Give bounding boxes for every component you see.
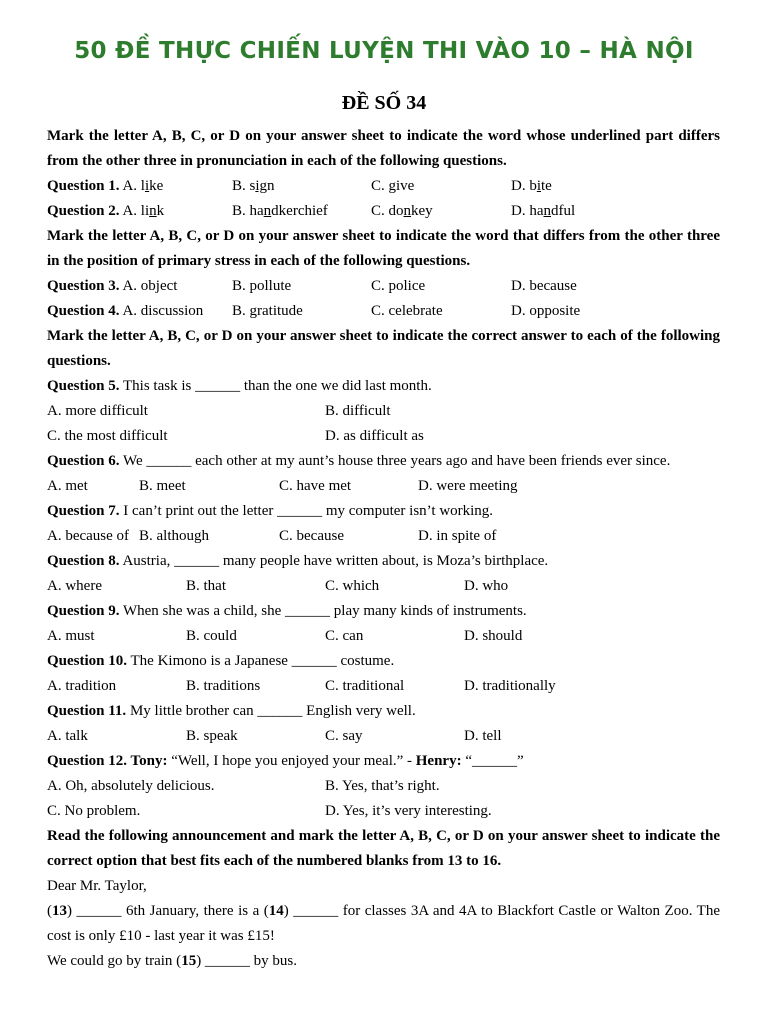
option-b: B. handkerchief: [232, 203, 328, 219]
option-b: B. gratitude: [232, 303, 303, 319]
letter-paragraph-2: We could go by train (15) ______ by bus.: [47, 953, 298, 969]
question-12-options-ab: [47, 774, 720, 799]
option-c: C. donkey: [371, 203, 433, 219]
question-10: Question 10. The Kimono is a Japanese ______ costume.: [47, 653, 395, 669]
option-b: B. Yes, that’s right.: [325, 778, 440, 794]
question-5: Question 5. This task is ______ than the one we did last month.: [47, 378, 432, 394]
question-9-options: [47, 624, 720, 649]
option-a: A. Oh, absolutely delicious.: [47, 778, 215, 794]
option-c: C. because: [279, 528, 344, 544]
question-5-options-ab: [47, 399, 720, 424]
option-d: D. should: [464, 628, 523, 644]
option-c: C. traditional: [325, 678, 405, 694]
option-d: D. handful: [511, 203, 576, 219]
option-c: C. police: [371, 278, 426, 294]
option-a: A. more difficult: [47, 403, 148, 419]
letter-paragraph-1: (13) ______ 6th January, there is a (14) ______ for classes 3A and 4A to Blackfort Castle or Walton Zoo. The cost is only £10 - last year it was £15!: [47, 903, 720, 944]
option-d: D. bite: [511, 178, 552, 194]
question-label: Question 4.: [47, 303, 120, 319]
question-6-options: [47, 474, 720, 499]
section1-instruction: Mark the letter A, B, C, or D on your answer sheet to indicate the word whose underlined part differs from the other three in pronunciation in each of the following questions.: [47, 128, 720, 169]
question-label: Question 2.: [47, 203, 120, 219]
header-title: 50 ĐỀ THỰC CHIẾN LUYỆN THI VÀO 10 – HÀ NỘI: [74, 38, 694, 64]
option-b: B. pollute: [232, 278, 292, 294]
question-11: Question 11. My little brother can ______ English very well.: [47, 703, 416, 719]
option-d: D. as difficult as: [325, 428, 424, 444]
exam-title: ĐỀ SỐ 34: [341, 92, 427, 114]
question-10-options: [47, 674, 720, 699]
question-11-options: [47, 724, 720, 749]
option-a: A. where: [47, 578, 102, 594]
option-c: C. give: [371, 178, 415, 194]
question-1: Question 1. A. like B. sign C. give D. bite: [47, 174, 720, 199]
question-12-options-cd: [47, 799, 720, 824]
option-a: A. talk: [47, 728, 88, 744]
option-d: D. opposite: [511, 303, 581, 319]
exam-content: [47, 124, 720, 974]
option-d: D. in spite of: [418, 528, 497, 544]
option-b: B. sign: [232, 178, 275, 194]
option-c: C. have met: [279, 478, 352, 494]
option-d: D. were meeting: [418, 478, 518, 494]
option-b: B. although: [139, 528, 209, 544]
section2-instruction: Mark the letter A, B, C, or D on your answer sheet to indicate the word that differs from the other three in the position of primary stress in each of the following questions.: [47, 228, 720, 269]
section3-instruction: Mark the letter A, B, C, or D on your answer sheet to indicate the correct answer to each of the following questions.: [47, 328, 720, 369]
question-9: Question 9. When she was a child, she ______ play many kinds of instruments.: [47, 603, 527, 619]
option-b: B. speak: [186, 728, 238, 744]
question-2: Question 2. A. link B. handkerchief C. donkey D. handful: [47, 199, 720, 224]
question-5-options-cd: [47, 424, 720, 449]
option-c: C. the most difficult: [47, 428, 168, 444]
option-b: B. difficult: [325, 403, 391, 419]
question-label: Question 3.: [47, 278, 120, 294]
letter-greeting: Dear Mr. Taylor,: [47, 878, 147, 894]
option-c: C. which: [325, 578, 380, 594]
option-d: D. Yes, it’s very interesting.: [325, 803, 492, 819]
question-7-options: [47, 524, 720, 549]
option-d: D. because: [511, 278, 577, 294]
question-3: Question 3. A. object B. pollute C. police D. because: [47, 274, 720, 299]
question-7: Question 7. I can’t print out the letter ______ my computer isn’t working.: [47, 503, 494, 519]
question-6: Question 6. We ______ each other at my aunt’s house three years ago and have been friends ever since.: [47, 453, 671, 469]
section4-instruction: Read the following announcement and mark the letter A, B, C, or D on your answer sheet to indicate the correct option that best fits each of the numbered blanks from 13 to 16.: [47, 828, 720, 869]
question-4: Question 4. A. discussion B. gratitude C. celebrate D. opposite: [47, 299, 720, 324]
option-a: A. tradition: [47, 678, 117, 694]
option-b: B. meet: [139, 478, 186, 494]
option-b: B. traditions: [186, 678, 261, 694]
option-a: A. because of: [47, 528, 130, 544]
question-12: Question 12. Tony: “Well, I hope you enjoyed your meal.” - Henry: “______”: [47, 753, 524, 769]
option-d: D. traditionally: [464, 678, 556, 694]
option-d: D. who: [464, 578, 509, 594]
question-8-options: [47, 574, 720, 599]
option-a: A. met: [47, 478, 88, 494]
option-b: B. that: [186, 578, 226, 594]
option-d: D. tell: [464, 728, 502, 744]
option-b: B. could: [186, 628, 237, 644]
question-label: Question 1.: [47, 178, 120, 194]
option-c: C. No problem.: [47, 803, 141, 819]
option-c: C. can: [325, 628, 364, 644]
option-a: A. must: [47, 628, 95, 644]
question-8: Question 8. Austria, ______ many people have written about, is Moza’s birthplace.: [47, 553, 549, 569]
option-c: C. celebrate: [371, 303, 443, 319]
option-c: C. say: [325, 728, 363, 744]
